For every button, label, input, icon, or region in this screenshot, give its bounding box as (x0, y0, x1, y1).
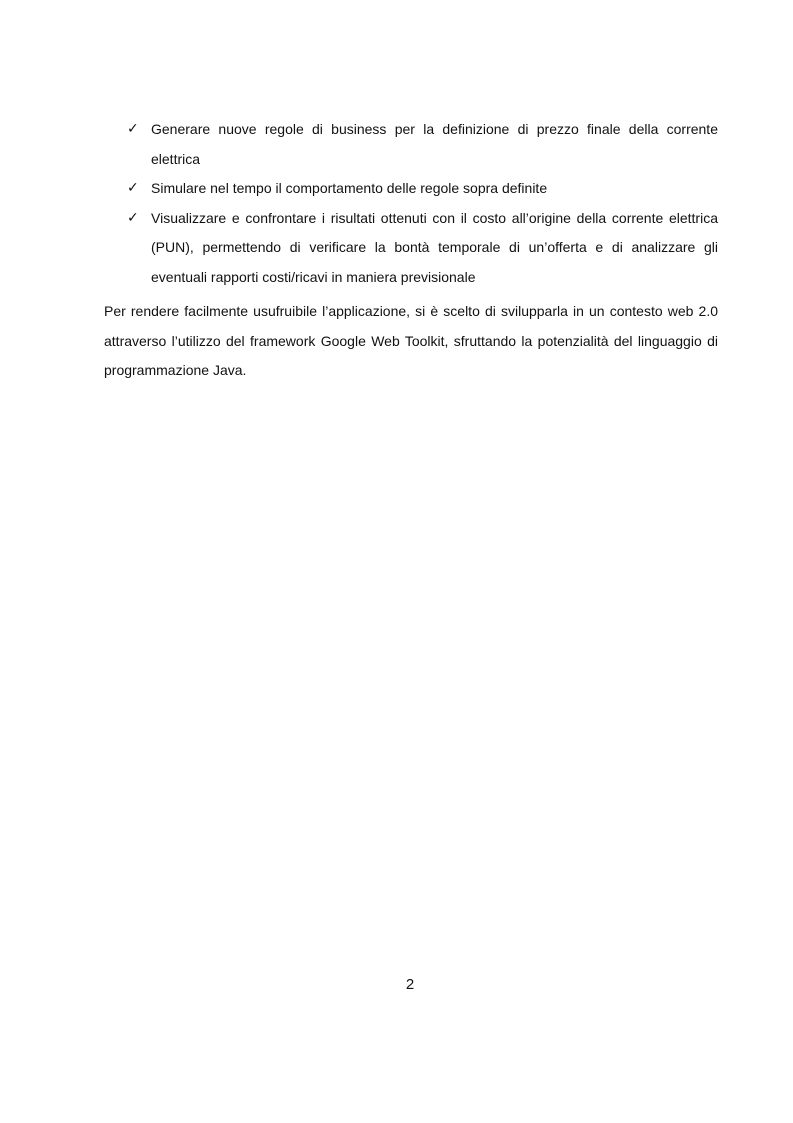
checkmark-icon: ✓ (127, 180, 139, 196)
checklist-item (127, 174, 718, 204)
page-number: 2 (405, 976, 415, 993)
checklist-item-text: Generare nuove regole di business per la definizione di prezzo finale della corrente elettrica (151, 121, 718, 167)
checkmark-icon: ✓ (127, 121, 139, 137)
checklist (127, 115, 718, 292)
checkmark-icon: ✓ (127, 209, 139, 226)
body-paragraph: Per rendere facilmente usufruibile l’applicazione, si è scelto di svilupparla in un contesto web 2.0 attraverso l’utilizzo del framework Google Web Toolkit, sfruttando la potenzialità del linguaggio di programmazione Java. (104, 303, 718, 378)
checklist-item-text: Visualizzare e confrontare i risultati ottenuti con il costo all’origine della corrente elettrica (PUN), permettendo di verificare la bontà temporale di un’offerta e di analizzare gli eventuali rapporti costi/ricavi in maniera previsionale (151, 209, 718, 285)
checklist-item (127, 204, 718, 293)
checklist-item-text: Simulare nel tempo il comportamento delle regole sopra definite (151, 180, 548, 196)
checklist-item (127, 115, 718, 174)
